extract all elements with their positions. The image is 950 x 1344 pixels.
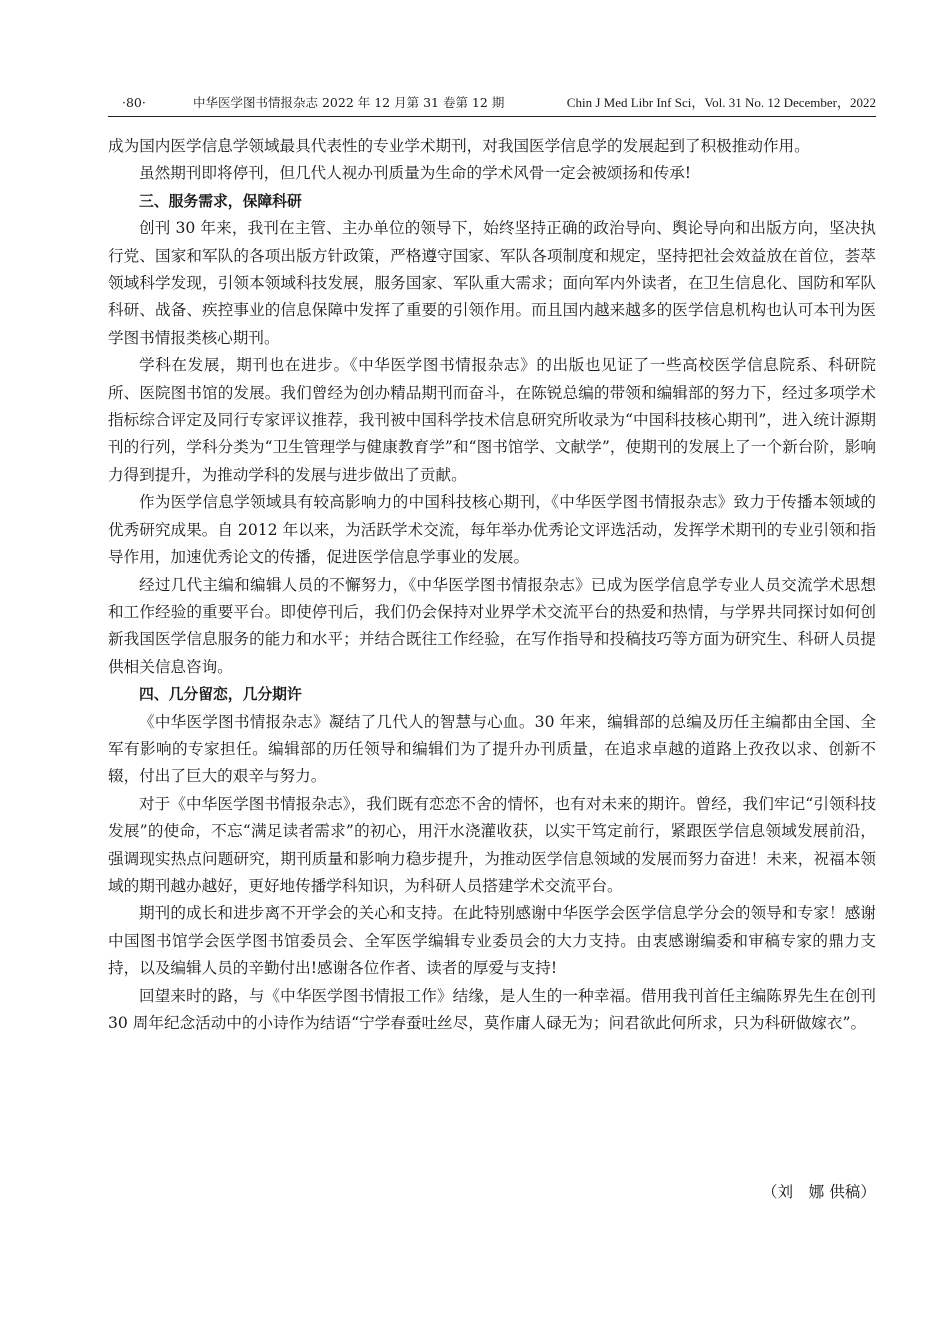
section-heading-4: 四、几分留恋，几分期许	[139, 686, 302, 704]
header-divider	[108, 116, 876, 117]
paragraph: 期刊的成长和进步离不开学会的关心和支持。在此特别感谢中华医学会医学信息学分会的领导和专家！感谢中国图书馆学会医学图书馆委员会、全军医学编辑专业委员会的大力支持。由衷感谢编委和审稿专家的鼎力支持，以及编辑人员的辛勤付出!感谢各位作者、读者的厚爱与支持!	[108, 904, 876, 978]
paragraph: 回望来时的路，与《中华医学图书情报工作》结缘，是人生的一种幸福。借用我刊首任主编陈界先生在创刊 30 周年纪念活动中的小诗作为结语“宁学春蚕吐丝尽，莫作庸人碌无为；问君欲此何所求，只为科研做嫁衣”。	[108, 986, 876, 1032]
page-number: ·80·	[122, 95, 146, 110]
paragraph: 作为医学信息学领域具有较高影响力的中国科技核心期刊，《中华医学图书情报杂志》致力于传播本领域的优秀研究成果。自 2012 年以来，为活跃学术交流，每年举办优秀论文评选活动，发挥学术期刊的专业引领和指导作用，加速优秀论文的传播，促进医学信息学事业的发展。	[108, 493, 876, 567]
paragraph: 对于《中华医学图书情报杂志》，我们既有恋恋不舍的情怀，也有对未来的期许。曾经，我们牢记“引领科技发展”的使命，不忘“满足读者需求”的初心，用汗水浇灌收获，以实干笃定前行，紧跟医学信息领域发展前沿，强调现实热点问题研究，期刊质量和影响力稳步提升，为推动医学信息领域的发展而努力奋进！未来，祝福本领域的期刊越办越好，更好地传播学科知识，为科研人员搭建学术交流平台。	[108, 794, 876, 895]
paragraph: 学科在发展，期刊也在进步。《中华医学图书情报杂志》的出版也见证了一些高校医学信息院系、科研院所、医院图书馆的发展。我们曾经为创办精品期刊而奋斗，在陈锐总编的带领和编辑部的努力下，经过多项学术指标综合评定及同行专家评议推荐，我刊被中国科学技术信息研究所收录为“中国科技核心期刊”，进入统计源期刊的行列，学科分类为“卫生管理学与健康教育学”和“图书馆学、文献学”，使期刊的发展上了一个新台阶，影响力得到提升，为推动学科的发展与进步做出了贡献。	[108, 356, 876, 484]
paragraph: 创刊 30 年来，我刊在主管、主办单位的领导下，始终坚持正确的政治导向、舆论导向和出版方向，坚决执行党、国家和军队的各项出版方针政策，严格遵守国家、军队各项制度和规定，坚持把社会效益放在首位，荟萃领域科学发现，引领本领域科技发展，服务国家、军队重大需求；面向军内外读者，在卫生信息化、国防和军队科研、战备、疾控事业的信息保障中发挥了重要的引领作用。而且国内越来越多的医学信息机构也认可本刊为医学图书情报类核心期刊。	[108, 219, 876, 347]
paragraph-continuation: 成为国内医学信息学领域最具代表性的专业学术期刊，对我国医学信息学的发展起到了积极推动作用。	[108, 137, 810, 155]
journal-title-en: Chin J Med Libr Inf Sci，Vol. 31 No. 12 December，2022	[566, 95, 876, 110]
running-header	[108, 92, 876, 114]
paragraph: 经过几代主编和编辑人员的不懈努力，《中华医学图书情报杂志》已成为医学信息学专业人员交流学术思想和工作经验的重要平台。即使停刊后，我们仍会保持对业界学术交流平台的热爱和热情，与学界共同探讨如何创新我国医学信息服务的能力和水平；并结合既往工作经验，在写作指导和投稿技巧等方面为研究生、科研人员提供相关信息咨询。	[108, 575, 876, 676]
article-body	[108, 133, 876, 1037]
author-credit: （刘 娜 供稿）	[761, 1183, 876, 1201]
paragraph: 虽然期刊即将停刊，但几代人视办刊质量为生命的学术风骨一定会被颂扬和传承!	[139, 164, 692, 183]
section-heading-3: 三、服务需求，保障科研	[139, 192, 302, 210]
paragraph: 《中华医学图书情报杂志》凝结了几代人的智慧与心血。30 年来，编辑部的总编及历任主编都由全国、全军有影响的专家担任。编辑部的历任领导和编辑们为了提升办刊质量，在追求卓越的道路上孜孜以求、创新不辍，付出了巨大的艰辛与努力。	[108, 712, 876, 786]
journal-title-cn: 中华医学图书情报杂志 2022 年 12 月第 31 卷第 12 期	[193, 95, 505, 110]
